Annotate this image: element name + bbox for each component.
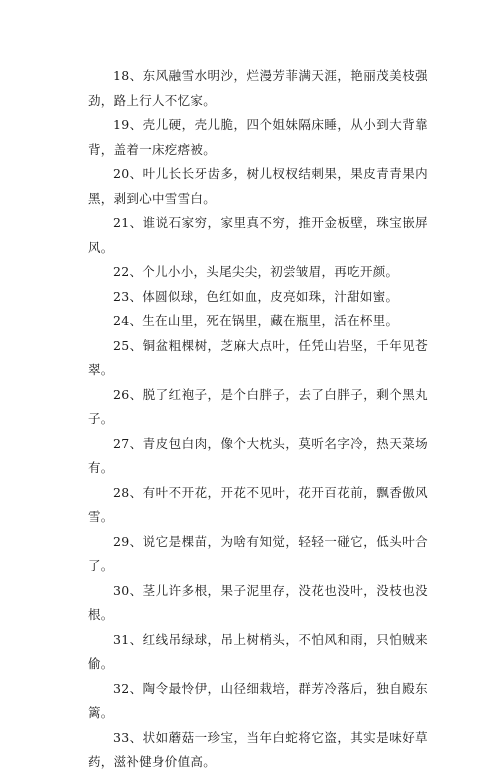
riddle-paragraph-31: 31、红线吊绿球，吊上树梢头，不怕风和雨，只怕贼来偷。 [88,631,428,671]
riddle-paragraph-25: 25、铜盆粗棵树，芝麻大点叶，任凭山岩坚，千年见苍翠。 [88,337,428,377]
riddle-paragraph-32: 32、陶令最怜伊，山径细栽培，群芳冷落后，独自殿东篱。 [88,680,428,720]
riddle-paragraph-30: 30、茎儿许多根，果子泥里存，没花也没叶，没枝也没根。 [88,582,428,622]
document-body [88,64,428,775]
riddle-paragraph-19: 19、壳儿硬，壳儿脆，四个姐妹隔床睡，从小到大背靠背，盖着一床疙瘩被。 [88,117,428,157]
riddle-paragraph-29: 29、说它是棵苗，为啥有知觉，轻轻一碰它，低头叶合了。 [88,533,428,573]
riddle-paragraph-22: 22、个儿小小，头尾尖尖，初尝皱眉，再吃开颜。 [113,264,399,279]
riddle-paragraph-26: 26、脱了红袍子，是个白胖子，去了白胖子，剩个黑丸子。 [88,386,428,426]
riddle-paragraph-23: 23、体圆似球，色红如血，皮亮如珠，汁甜如蜜。 [113,288,399,304]
riddle-paragraph-33: 33、状如蘑菇一珍宝，当年白蛇将它盗，其实是味好草药，滋补健身价值高。 [88,729,428,769]
riddle-paragraph-24: 24、生在山里，死在锅里，藏在瓶里，活在杯里。 [113,313,399,328]
riddle-paragraph-28: 28、有叶不开花，开花不见叶，花开百花前，飘香傲风雪。 [88,484,428,524]
riddle-paragraph-27: 27、青皮包白肉，像个大枕头，莫听名字冷，热天菜场有。 [88,435,428,475]
riddle-paragraph-20: 20、叶儿长长牙齿多，树儿杈杈结刺果，果皮青青果内黑，剥到心中雪雪白。 [88,166,428,206]
riddle-paragraph-21: 21、谁说石家穷，家里真不穷，推开金板壁，珠宝嵌屏风。 [88,215,428,255]
riddle-paragraph-18: 18、东风融雪水明沙，烂漫芳菲满天涯，艳丽茂美枝强劲，路上行人不忆家。 [88,68,428,108]
